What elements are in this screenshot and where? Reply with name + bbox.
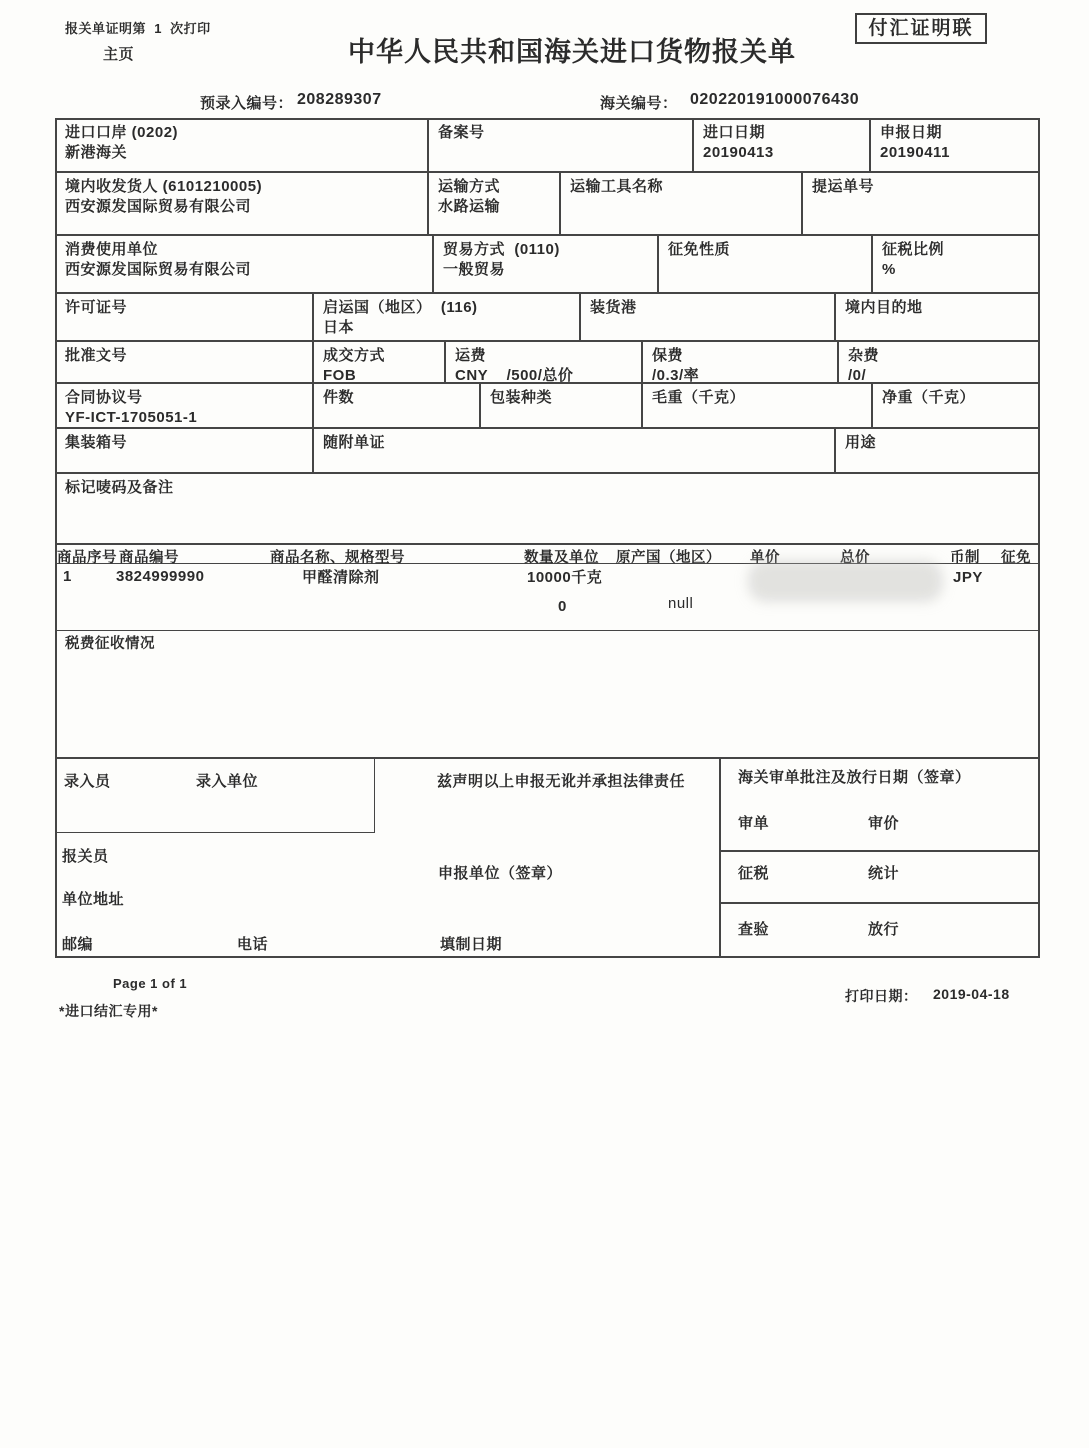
cell-departure-country [313,293,580,341]
vehicle-name-label: 运输工具名称 [570,178,664,195]
redacted-blur [748,560,943,602]
import-port-label: 进口口岸 (0202) [65,124,179,141]
review-divider-2 [720,902,1040,904]
container-no-label: 集装箱号 [65,434,128,451]
cell-bill-no [802,172,1040,235]
review-divider-1 [720,850,1040,852]
statistics-label: 统计 [868,865,900,882]
print-date-label: 打印日期： [845,988,918,1004]
misc-fees-label: 杂费 [848,347,880,364]
cell-consignee [55,172,428,235]
pre-entry-no-label: 预录入编号： [200,95,294,112]
declare-unit-sign-label: 申报单位（签章） [438,865,563,882]
goods-header-seq: 商品序号 [57,550,117,566]
import-date-label: 进口日期 [703,124,766,141]
cell-attached-docs [313,428,835,473]
price-review-label: 审价 [868,815,900,832]
tax-ratio-label: 征税比例 [882,241,945,258]
goods-row-code: 3824999990 [116,568,205,585]
consignee-value: 西安源发国际贸易有限公司 [65,197,252,215]
attached-docs-label: 随附单证 [323,434,386,451]
page-number: Page 1 of 1 [113,976,188,991]
cell-consumer-unit [55,235,433,293]
insurance-label: 保费 [652,347,684,364]
levy-nature-label: 征免性质 [668,241,731,258]
contract-no-label: 合同协议号 [65,389,143,406]
cell-net-weight [872,383,1040,428]
entry-unit-label: 录入单位 [196,773,259,790]
print-count-note: 报关单证明第 1 次打印 [65,21,211,36]
insurance-value: /0.3/率 [652,366,700,383]
cell-gross-weight [642,383,872,428]
pre-entry-no-value: 208289307 [297,91,382,108]
cell-misc-fees [838,341,1040,383]
cell-vehicle-name [560,172,802,235]
cell-domestic-destination [835,293,1040,341]
entry-clerk-label: 录入员 [64,773,111,790]
goods-header-currency: 币制 [950,550,980,566]
cell-declare-date [870,118,1040,172]
trade-mode-label: 贸易方式 (0110) [443,241,560,258]
net-weight-label: 净重（千克） [882,389,976,406]
goods-header-name: 商品名称、规格型号 [270,550,405,566]
consumer-unit-value: 西安源发国际贸易有限公司 [65,260,252,278]
transport-mode-value: 水路运输 [438,197,501,215]
taxation-label: 征税 [738,865,770,882]
goods-header-code: 商品编号 [119,550,179,566]
goods-row-seq: 1 [63,568,72,585]
inspection-label: 查验 [738,921,770,938]
goods-row-qty-line2: 0 [558,598,567,615]
goods-row-name: 甲醛清除剂 [302,569,380,586]
doc-review-label: 审单 [738,815,770,832]
tax-ratio-value: % [882,260,896,278]
cell-contract-no [55,383,313,428]
page-title: 中华人民共和国海关进口货物报关单 [348,37,796,67]
trade-mode-value: 一般贸易 [443,260,506,278]
loading-port-label: 装货港 [590,299,637,316]
cell-trade-mode [433,235,658,293]
gross-weight-label: 毛重（千克） [652,389,746,406]
domestic-destination-label: 境内目的地 [845,299,923,316]
tax-levy-label: 税费征收情况 [65,636,155,652]
misc-fees-value: /0/ [848,366,867,383]
declaration-statement: 兹声明以上申报无讹并承担法律责任 [437,773,686,790]
cell-insurance [642,341,838,383]
freight-label: 运费 [455,347,487,364]
cell-transport-mode [428,172,560,235]
license-no-label: 许可证号 [65,299,128,316]
bill-no-label: 提运单号 [812,178,875,195]
goods-header-qty: 数量及单位 [524,550,599,566]
departure-country-label: 启运国（地区） (116) [323,299,478,316]
goods-header-origin: 原产国（地区） [616,550,721,566]
declare-date-value: 20190411 [880,143,950,161]
print-date-value: 2019-04-18 [933,986,1010,1002]
fill-date-label: 填制日期 [440,936,503,953]
goods-header-total-price: 总价 [840,550,870,566]
goods-row-qty: 10000千克 [527,569,603,586]
goods-row-currency: JPY [953,569,983,586]
cell-loading-port [580,293,835,341]
cell-package-type [480,383,642,428]
marks-remarks-label: 标记唛码及备注 [65,479,174,496]
unit-address-label: 单位地址 [62,891,125,908]
declare-date-label: 申报日期 [880,124,943,141]
cell-tax-levy-section [55,630,1040,758]
cell-container-no [55,428,313,473]
packages-label: 件数 [323,389,355,406]
cell-import-date [693,118,870,172]
record-no-label: 备案号 [438,124,485,141]
contract-no-value: YF-ICT-1705051-1 [65,408,198,426]
cell-tax-ratio [872,235,1040,293]
phone-label: 电话 [237,936,269,953]
consumer-unit-label: 消费使用单位 [65,241,159,258]
cell-levy-nature [658,235,872,293]
customs-broker-label: 报关员 [62,848,109,865]
goods-header-unit-price: 单价 [750,550,780,566]
cell-packages [313,383,480,428]
cell-record-no [428,118,693,172]
cell-freight [445,341,642,383]
approval-no-label: 批准文号 [65,347,128,364]
goods-header-exempt: 征免 [1001,550,1031,566]
package-type-label: 包装种类 [490,389,553,406]
payment-copy-badge: 付汇证明联 [855,13,987,44]
transaction-mode-label: 成交方式 [323,347,386,364]
postcode-label: 邮编 [62,936,94,953]
release-label: 放行 [868,921,900,938]
goods-row-origin-line2: null [668,595,694,612]
import-date-value: 20190413 [703,143,774,161]
purpose-note: *进口结汇专用* [59,1003,158,1019]
usage-label: 用途 [845,434,877,451]
import-port-value: 新港海关 [65,143,128,161]
freight-value: CNY /500/总价 [455,366,574,383]
customs-no-value: 020220191000076430 [690,91,860,108]
cell-license-no [55,293,313,341]
cell-approval-no [55,341,313,383]
cell-usage [835,428,1040,473]
cell-transaction-mode [313,341,445,383]
customs-notes-label: 海关审单批注及放行日期（签章） [738,769,971,786]
cell-marks-remarks [55,473,1040,544]
consignee-label: 境内收发货人 (6101210005) [65,178,263,195]
departure-country-value: 日本 [323,318,355,336]
home-label: 主页 [103,46,135,63]
transaction-mode-value: FOB [323,366,357,383]
cell-import-port [55,118,428,172]
customs-no-label: 海关编号： [600,95,678,112]
transport-mode-label: 运输方式 [438,178,501,195]
